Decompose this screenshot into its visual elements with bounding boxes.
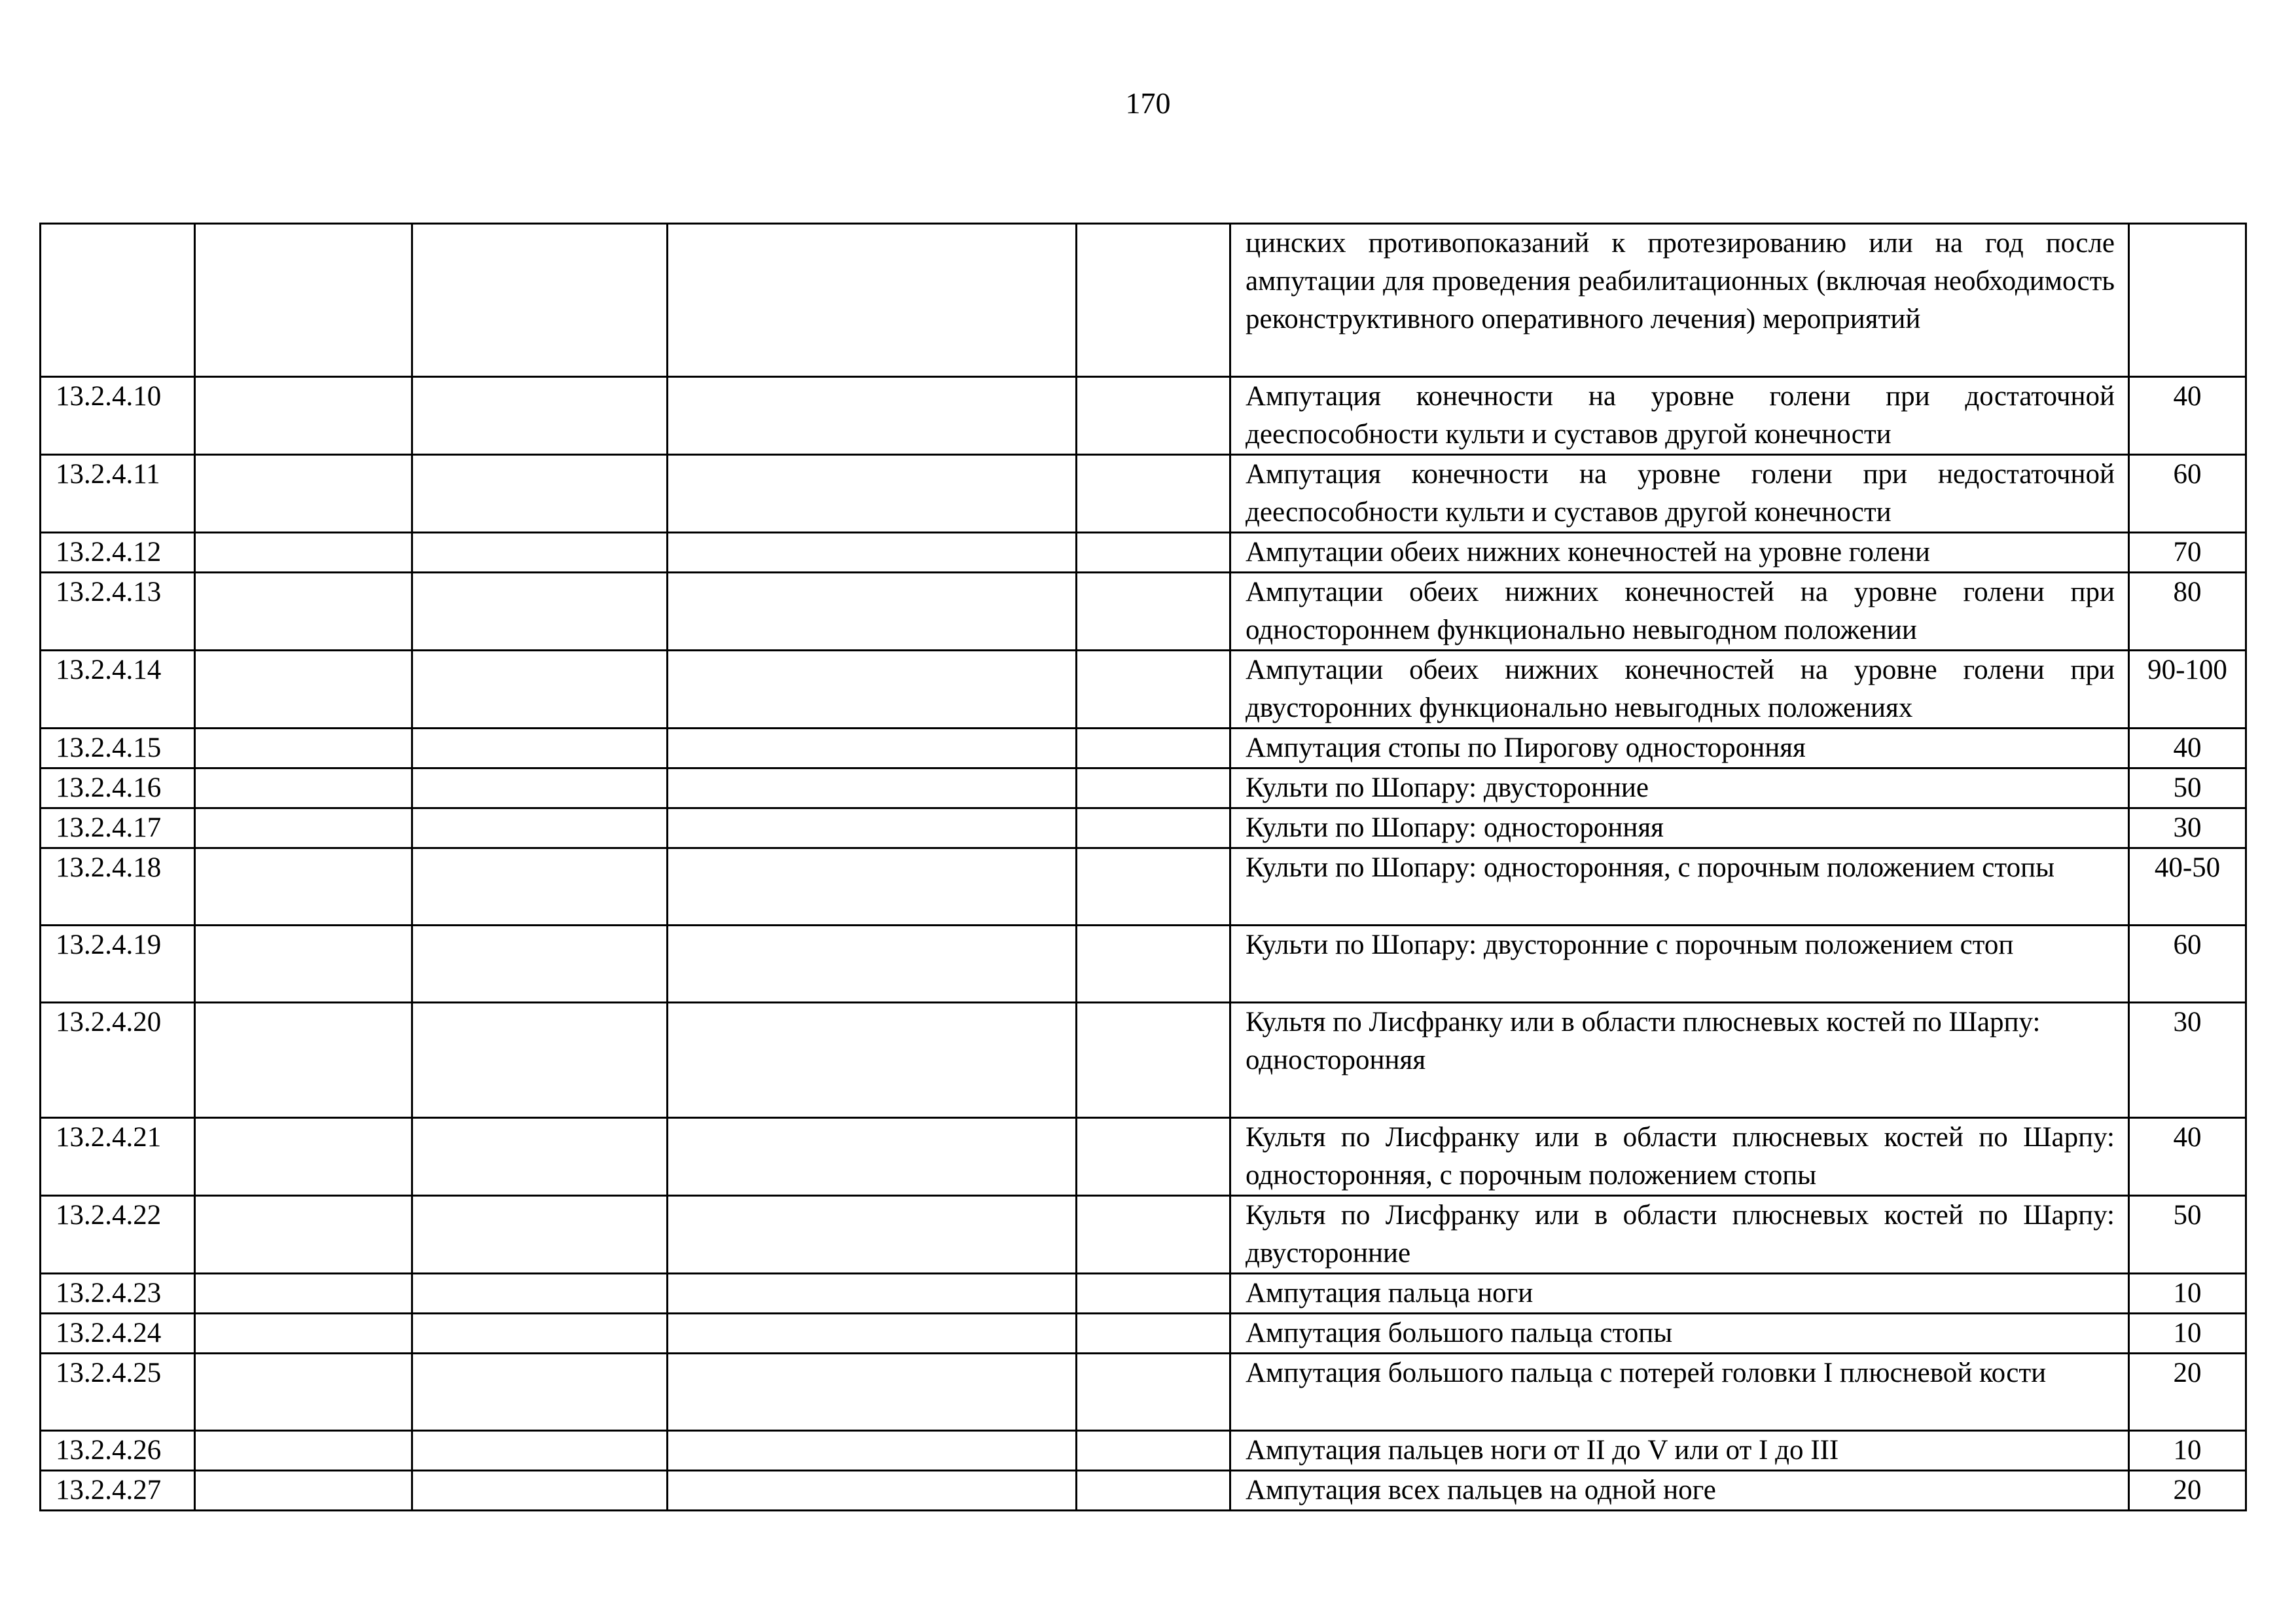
empty-cell (1077, 1274, 1230, 1314)
empty-cell (668, 1431, 1077, 1471)
empty-cell (412, 1314, 668, 1354)
empty-cell (412, 729, 668, 768)
empty-cell (1077, 455, 1230, 533)
row-value: 60 (2129, 926, 2246, 1003)
empty-cell (412, 1354, 668, 1431)
row-code: 13.2.4.13 (41, 573, 195, 651)
row-description (1230, 729, 2129, 768)
empty-cell (195, 455, 412, 533)
row-description-text: Культи по Шопару: двусторонние (1246, 772, 1649, 803)
amputation-table (39, 223, 2247, 1511)
row-description-text: Ампутация всех пальцев на одной ноге (1246, 1475, 1716, 1506)
row-description-text: Культя по Лисфранку или в области плюсневых костей по Шарпу: односторонняя, с порочным положением стопы (1246, 1122, 2115, 1191)
empty-cell (668, 455, 1077, 533)
row-code: 13.2.4.19 (41, 926, 195, 1003)
empty-cell (668, 1118, 1077, 1196)
row-value: 40 (2129, 1118, 2246, 1196)
empty-cell (195, 573, 412, 651)
row-value: 10 (2129, 1431, 2246, 1471)
table-row (41, 573, 2246, 651)
empty-cell (1077, 1431, 1230, 1471)
empty-cell (412, 1118, 668, 1196)
empty-cell (1077, 768, 1230, 808)
row-description-text: Ампутация конечности на уровне голени при достаточной дееспособности культи и суставов другой конечности (1246, 381, 2115, 450)
table-row (41, 1274, 2246, 1314)
empty-cell (668, 1003, 1077, 1118)
row-code: 13.2.4.15 (41, 729, 195, 768)
row-code: 13.2.4.18 (41, 848, 195, 926)
row-description (1230, 848, 2129, 926)
row-description-text: Ампутации обеих нижних конечностей на уровне голени при одностороннем функционально невыгодном положении (1246, 577, 2115, 645)
empty-cell (195, 1354, 412, 1431)
table-row (41, 808, 2246, 848)
empty-cell (412, 1274, 668, 1314)
empty-cell (668, 1471, 1077, 1511)
empty-cell (412, 926, 668, 1003)
row-description-text: Культи по Шопару: односторонняя (1246, 812, 1664, 843)
empty-cell (668, 1274, 1077, 1314)
empty-cell (668, 1354, 1077, 1431)
empty-cell (1077, 1003, 1230, 1118)
empty-cell (412, 533, 668, 573)
row-code: 13.2.4.25 (41, 1354, 195, 1431)
empty-cell (1077, 533, 1230, 573)
row-code: 13.2.4.17 (41, 808, 195, 848)
row-value: 40-50 (2129, 848, 2246, 926)
row-description (1230, 224, 2129, 377)
row-value: 90-100 (2129, 651, 2246, 729)
empty-cell (195, 651, 412, 729)
row-code: 13.2.4.10 (41, 377, 195, 455)
table-row (41, 729, 2246, 768)
row-code: 13.2.4.11 (41, 455, 195, 533)
row-description-text: Культи по Шопару: двусторонние с порочным положением стоп (1246, 929, 2014, 960)
row-description (1230, 573, 2129, 651)
row-code: 13.2.4.27 (41, 1471, 195, 1511)
table-row (41, 1471, 2246, 1511)
row-description (1230, 1431, 2129, 1471)
row-description (1230, 768, 2129, 808)
row-description-text: Культи по Шопару: односторонняя, с порочным положением стопы (1246, 852, 2055, 883)
row-description-text: Ампутация конечности на уровне голени при недостаточной дееспособности культи и суставов другой конечности (1246, 459, 2115, 528)
empty-cell (412, 224, 668, 377)
row-description-text: Культя по Лисфранку или в области плюсневых костей по Шарпу: двусторонние (1246, 1200, 2115, 1269)
row-value (2129, 224, 2246, 377)
row-code: 13.2.4.26 (41, 1431, 195, 1471)
table-row (41, 224, 2246, 377)
table-body (41, 224, 2246, 1511)
empty-cell (412, 808, 668, 848)
row-value: 50 (2129, 768, 2246, 808)
empty-cell (668, 651, 1077, 729)
table-row (41, 651, 2246, 729)
empty-cell (668, 1196, 1077, 1274)
row-value: 20 (2129, 1471, 2246, 1511)
row-value: 10 (2129, 1314, 2246, 1354)
table-row (41, 768, 2246, 808)
empty-cell (412, 651, 668, 729)
empty-cell (195, 1196, 412, 1274)
row-description (1230, 1003, 2129, 1118)
row-description-text: цинских противопоказаний к протезированию или на год после ампутации для проведения реабилитационных (включая необходимость реконструктивного оперативного лечения) мероприятий (1246, 228, 2115, 334)
row-value: 40 (2129, 729, 2246, 768)
row-code: 13.2.4.14 (41, 651, 195, 729)
empty-cell (668, 533, 1077, 573)
empty-cell (412, 1431, 668, 1471)
empty-cell (668, 808, 1077, 848)
page-number: 170 (1125, 86, 1171, 120)
row-description-text: Ампутация большого пальца с потерей головки I плюсневой кости (1246, 1358, 2047, 1388)
empty-cell (1077, 848, 1230, 926)
empty-cell (195, 377, 412, 455)
row-code: 13.2.4.12 (41, 533, 195, 573)
row-description (1230, 1354, 2129, 1431)
empty-cell (1077, 224, 1230, 377)
empty-cell (668, 573, 1077, 651)
row-code (41, 224, 195, 377)
table-row (41, 1314, 2246, 1354)
row-description-text: Ампутация большого пальца стопы (1246, 1318, 1673, 1348)
empty-cell (668, 1314, 1077, 1354)
empty-cell (412, 377, 668, 455)
row-value: 30 (2129, 1003, 2246, 1118)
empty-cell (668, 848, 1077, 926)
empty-cell (1077, 1471, 1230, 1511)
empty-cell (195, 1118, 412, 1196)
row-value: 30 (2129, 808, 2246, 848)
row-description (1230, 808, 2129, 848)
row-description-text: Ампутации обеих нижних конечностей на уровне голени (1246, 537, 1930, 568)
row-description (1230, 651, 2129, 729)
row-description-text: Культя по Лисфранку или в области плюсневых костей по Шарпу: односторонняя (1246, 1007, 2041, 1075)
empty-cell (1077, 651, 1230, 729)
table-row (41, 377, 2246, 455)
row-description (1230, 1274, 2129, 1314)
empty-cell (195, 1314, 412, 1354)
row-description-text: Ампутация пальца ноги (1246, 1278, 1534, 1308)
empty-cell (412, 768, 668, 808)
empty-cell (668, 926, 1077, 1003)
empty-cell (195, 926, 412, 1003)
row-description (1230, 1314, 2129, 1354)
row-description (1230, 455, 2129, 533)
table-row (41, 1196, 2246, 1274)
table-row (41, 1118, 2246, 1196)
empty-cell (195, 1431, 412, 1471)
row-code: 13.2.4.21 (41, 1118, 195, 1196)
row-value: 80 (2129, 573, 2246, 651)
empty-cell (1077, 729, 1230, 768)
empty-cell (195, 1471, 412, 1511)
row-description (1230, 377, 2129, 455)
row-code: 13.2.4.20 (41, 1003, 195, 1118)
empty-cell (412, 455, 668, 533)
row-description (1230, 533, 2129, 573)
row-code: 13.2.4.23 (41, 1274, 195, 1314)
empty-cell (668, 729, 1077, 768)
row-value: 20 (2129, 1354, 2246, 1431)
empty-cell (195, 1003, 412, 1118)
row-description-text: Ампутация стопы по Пирогову односторонняя (1246, 732, 1806, 763)
table-row (41, 848, 2246, 926)
table-row (41, 1354, 2246, 1431)
empty-cell (195, 224, 412, 377)
row-code: 13.2.4.24 (41, 1314, 195, 1354)
empty-cell (1077, 1118, 1230, 1196)
row-description-text: Ампутации обеих нижних конечностей на уровне голени при двусторонних функционально невыгодных положениях (1246, 655, 2115, 723)
row-description (1230, 1471, 2129, 1511)
empty-cell (195, 533, 412, 573)
table-row (41, 1431, 2246, 1471)
empty-cell (1077, 377, 1230, 455)
empty-cell (412, 1003, 668, 1118)
row-description (1230, 1118, 2129, 1196)
row-description-text: Ампутация пальцев ноги от II до V или от I до III (1246, 1435, 1839, 1466)
empty-cell (412, 573, 668, 651)
row-value: 70 (2129, 533, 2246, 573)
empty-cell (1077, 1196, 1230, 1274)
empty-cell (195, 808, 412, 848)
empty-cell (412, 848, 668, 926)
row-value: 40 (2129, 377, 2246, 455)
table-row (41, 533, 2246, 573)
row-value: 10 (2129, 1274, 2246, 1314)
empty-cell (1077, 1354, 1230, 1431)
table-row (41, 1003, 2246, 1118)
row-value: 50 (2129, 1196, 2246, 1274)
empty-cell (1077, 1314, 1230, 1354)
row-value: 60 (2129, 455, 2246, 533)
empty-cell (195, 848, 412, 926)
empty-cell (195, 768, 412, 808)
empty-cell (1077, 926, 1230, 1003)
empty-cell (668, 768, 1077, 808)
table-row (41, 926, 2246, 1003)
table-row (41, 455, 2246, 533)
row-code: 13.2.4.22 (41, 1196, 195, 1274)
empty-cell (1077, 573, 1230, 651)
empty-cell (412, 1196, 668, 1274)
row-description (1230, 926, 2129, 1003)
empty-cell (195, 1274, 412, 1314)
empty-cell (668, 224, 1077, 377)
row-description (1230, 1196, 2129, 1274)
empty-cell (1077, 808, 1230, 848)
empty-cell (195, 729, 412, 768)
row-code: 13.2.4.16 (41, 768, 195, 808)
empty-cell (668, 377, 1077, 455)
empty-cell (412, 1471, 668, 1511)
